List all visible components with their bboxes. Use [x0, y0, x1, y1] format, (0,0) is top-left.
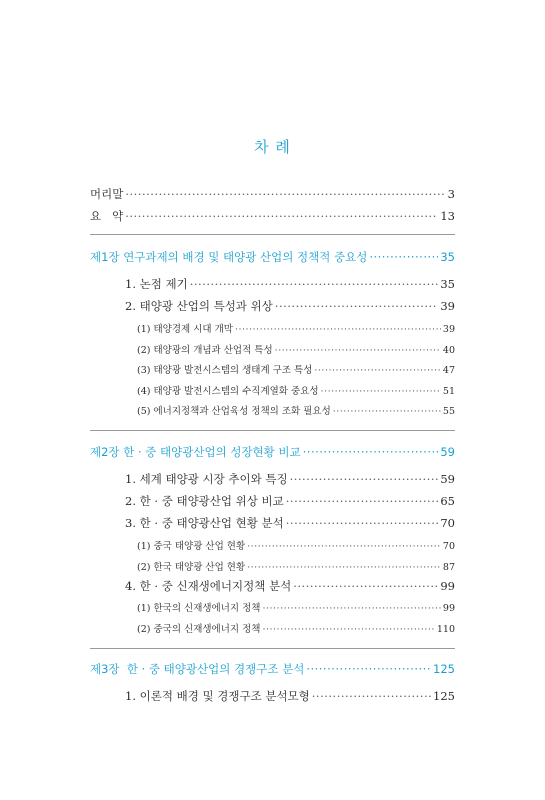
- entry-page: 99: [440, 579, 455, 593]
- leader-dots: [247, 541, 441, 552]
- toc-entry[interactable]: [125, 515, 455, 531]
- toc-subentry[interactable]: [137, 342, 455, 356]
- toc-entry[interactable]: [125, 298, 455, 314]
- toc-entry-summary[interactable]: [90, 208, 455, 224]
- chapter-page: 59: [440, 445, 455, 459]
- toc-chapter-3[interactable]: [90, 661, 455, 677]
- toc-subentry[interactable]: [137, 383, 455, 397]
- entry-page: 110: [436, 624, 455, 635]
- entry-label: (2) 한국 태양광 산업 현황: [137, 562, 246, 573]
- leader-dots: [286, 494, 439, 508]
- toc-entry-preface[interactable]: [90, 186, 455, 202]
- leader-dots: [369, 250, 438, 264]
- leader-dots: [286, 516, 439, 530]
- chapter-label: 제3장 한 · 중 태양광산업의 경쟁구조 분석: [90, 662, 305, 676]
- entry-label: (1) 중국 태양광 산업 현황: [137, 541, 246, 552]
- section-divider: [90, 234, 455, 235]
- entry-label: (5) 에너지정책과 산업육성 정책의 조화 필요성: [137, 406, 331, 417]
- leader-dots: [333, 406, 441, 417]
- leader-dots: [275, 345, 441, 356]
- toc-subentry[interactable]: [137, 559, 455, 573]
- entry-label: 요 약: [90, 209, 124, 223]
- leader-dots: [290, 472, 439, 486]
- entry-page: 55: [442, 406, 455, 417]
- entry-page: 87: [442, 562, 455, 573]
- toc-chapter-2[interactable]: [90, 444, 455, 460]
- chapter-page: 125: [433, 662, 455, 676]
- entry-page: 99: [442, 603, 455, 614]
- leader-dots: [262, 603, 440, 614]
- entry-label: 2. 태양광 산업의 특성과 위상: [125, 299, 273, 313]
- chapter-label: 제1장 연구과제의 배경 및 태양광 산업의 정책적 중요성: [90, 250, 368, 264]
- entry-label: 머리말: [90, 187, 124, 201]
- toc-subentry[interactable]: [137, 321, 455, 335]
- entry-label: 2. 한 · 중 태양광산업 위상 비교: [125, 494, 284, 508]
- entry-page: 70: [440, 516, 455, 530]
- entry-page: 13: [440, 209, 455, 223]
- entry-page: 40: [442, 345, 455, 356]
- toc-entry[interactable]: [125, 471, 455, 487]
- entry-label: (4) 태양광 발전시스템의 수직계열화 중요성: [137, 386, 319, 397]
- entry-label: 1. 논점 제기: [125, 277, 188, 291]
- toc-entry[interactable]: [125, 578, 455, 594]
- entry-page: 3: [447, 187, 455, 201]
- entry-label: 4. 한 · 중 신재생에너지정책 분석: [125, 579, 292, 593]
- leader-dots: [321, 386, 441, 397]
- entry-label: 1. 이론적 배경 및 경쟁구조 분석모형: [125, 689, 310, 703]
- toc-title: 차 례: [254, 138, 291, 156]
- section-divider: [90, 648, 455, 649]
- entry-label: 1. 세계 태양광 시장 추이와 특징: [125, 472, 288, 486]
- leader-dots: [235, 324, 441, 335]
- chapter-label: 제2장 한 · 중 태양광산업의 성장현황 비교: [90, 445, 301, 459]
- entry-page: 59: [440, 472, 455, 486]
- entry-page: 70: [442, 541, 455, 552]
- leader-dots: [275, 299, 439, 313]
- entry-label: (1) 한국의 신재생에너지 정책: [137, 603, 261, 614]
- toc-entry[interactable]: [125, 276, 455, 292]
- entry-label: (3) 태양광 발전시스템의 생태계 구조 특성: [137, 365, 313, 376]
- toc-entry[interactable]: [125, 688, 455, 704]
- toc-subentry[interactable]: [137, 600, 455, 614]
- leader-dots: [247, 562, 441, 573]
- leader-dots: [262, 624, 434, 635]
- entry-label: (1) 태양경제 시대 개막: [137, 324, 233, 335]
- leader-dots: [190, 277, 439, 291]
- entry-label: (2) 중국의 신재생에너지 정책: [137, 624, 261, 635]
- leader-dots: [314, 365, 441, 376]
- leader-dots: [312, 689, 431, 703]
- section-divider: [90, 430, 455, 431]
- entry-page: 39: [442, 324, 455, 335]
- leader-dots: [303, 445, 439, 459]
- toc-subentry[interactable]: [137, 362, 455, 376]
- toc-subentry[interactable]: [137, 538, 455, 552]
- leader-dots: [293, 579, 438, 593]
- entry-page: 39: [440, 299, 455, 313]
- entry-page: 65: [440, 494, 455, 508]
- entry-label: (2) 태양광의 개념과 산업적 특성: [137, 345, 273, 356]
- entry-page: 35: [440, 277, 455, 291]
- entry-page: 125: [433, 689, 455, 703]
- toc-subentry[interactable]: [137, 403, 455, 417]
- leader-dots: [125, 187, 445, 201]
- toc-subentry[interactable]: [137, 621, 455, 635]
- toc-chapter-1[interactable]: [90, 249, 455, 265]
- toc-entry[interactable]: [125, 493, 455, 509]
- entry-page: 47: [442, 365, 455, 376]
- leader-dots: [125, 209, 438, 223]
- entry-label: 3. 한 · 중 태양광산업 현황 분석: [125, 516, 284, 530]
- chapter-page: 35: [440, 250, 455, 264]
- leader-dots: [306, 662, 431, 676]
- entry-page: 51: [442, 386, 455, 397]
